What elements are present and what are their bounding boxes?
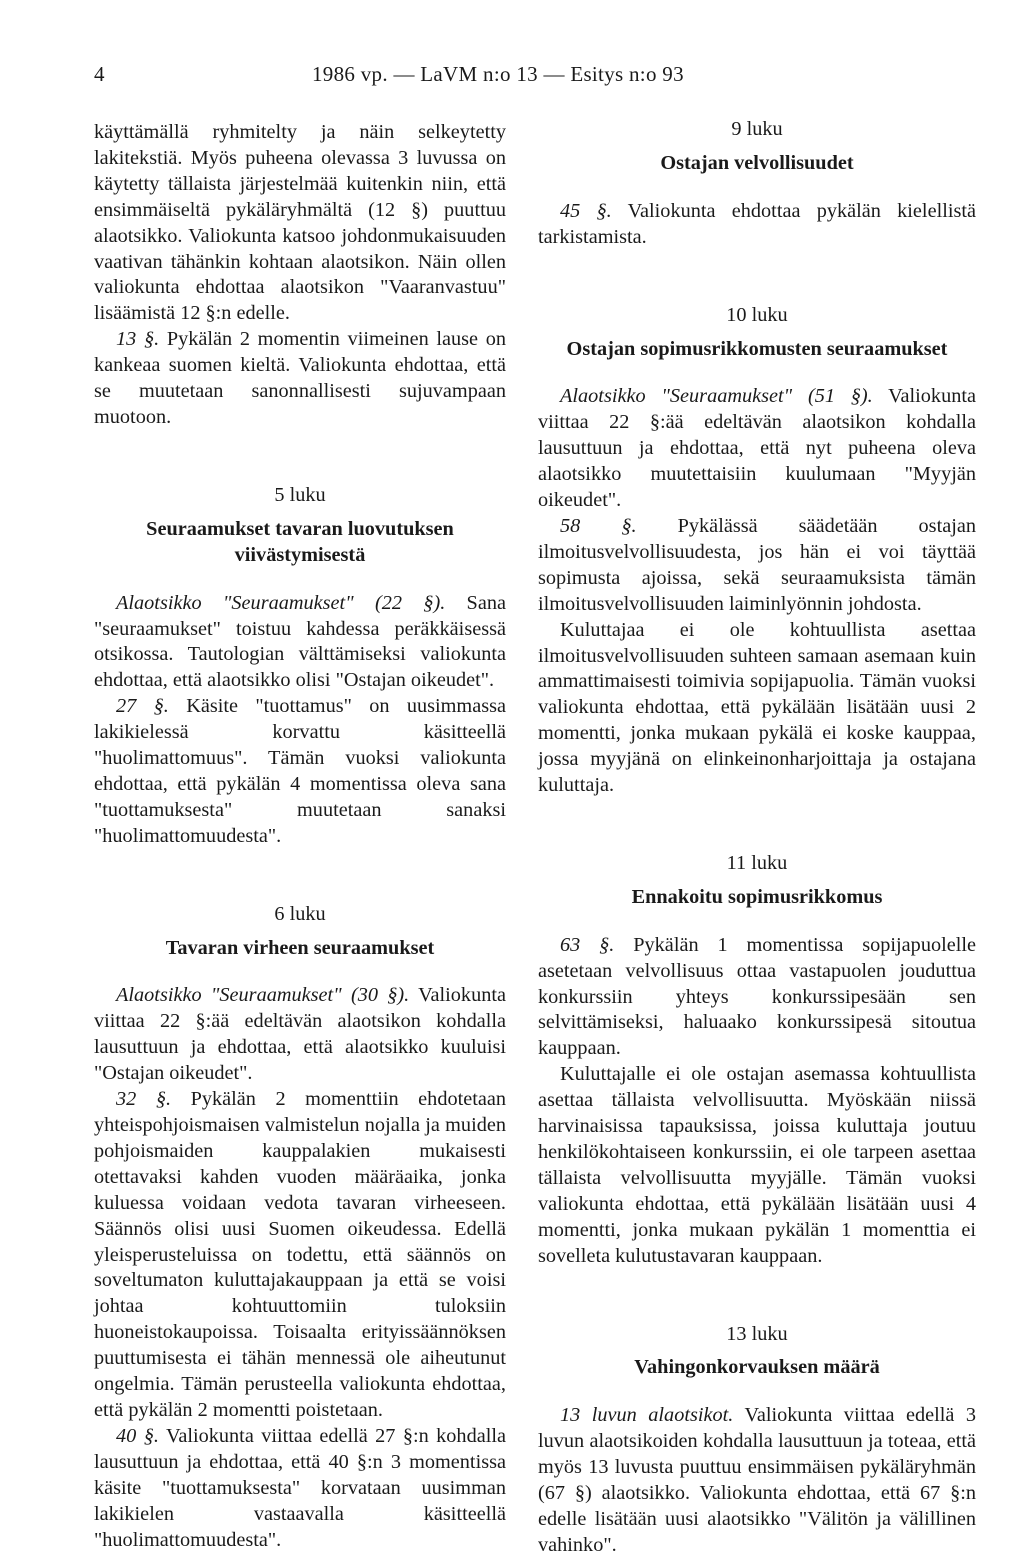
chapter-title: Vahingonkorvauksen määrä [634,1356,880,1379]
section-ref: 13 luvun alaotsikot. [560,1404,734,1427]
section-ref: 13 §. [116,328,160,351]
spacer [94,850,506,902]
chapter-title: Ostajan velvollisuudet [660,151,854,174]
paragraph-text: Pykälän 2 momenttiin ehdotetaan yhteispohjoismaisen valmistelun nojalla ja muiden pohjoismaiden kauppalakien mukaisesti otettavaksi kahden vuoden määräaika, jonka kuluessa voidaan vedota tavaran virheeseen. Säännös olisi uusi Suomen oikeudessa. Edellä yleisperusteluissa on todettu, että säännös on soveltumaton kuluttajakauppaan ja että se voisi johtaa kohtuuttomiin tuloksiin huoneistokaupoissa. Toisaalta erityissäännöksen puuttumisesta ei tähän mennessä ole aiheutunut ongelmia. Tämän perusteella valiokunta ehdottaa, että pykälän 2 momentti poistetaan. [94,1088,507,1421]
left-column [94,120,506,1553]
paragraph [94,1424,506,1554]
paragraph [94,983,506,1087]
paragraph-text: Sana "seuraamukset" toistuu kahdessa peräkkäisessä otsikossa. Tautologian välttämiseksi valiokunta ehdottaa, että alaotsikko olisi "Ostajan oikeudet". [94,591,506,692]
section-ref: Alaotsikko "Seuraamukset" (30 §). [116,984,410,1007]
paragraph-text: Pykälän 2 momentin viimeinen lause on kankeaa suomen kieltä. Valiokunta ehdottaa, että se muutetaan sanonnallisesti sujuvampaan muotoon. [94,328,507,428]
spacer [538,799,976,851]
paragraph [538,199,976,251]
paragraph [94,1087,506,1424]
spacer [94,431,506,483]
spacer [538,1270,976,1322]
chapter-number: 5 luku [274,483,326,506]
paragraph-text: Valiokunta viittaa edellä 3 luvun alaotsikoiden kohdalla lausuttuun ja toteaa, että myös 13 luvusta puuttuu ensimmäisen pykäläryhmän (67 §) alaotsikko. Valiokunta ehdottaa, että 67 §:n edelle lisätään uusi alaotsikko "Välitön ja välillinen vahinko". [538,1404,976,1556]
paragraph-text: Valiokunta viittaa 22 §:ää edeltävän alaotsikon kohdalla lausuttuun ja ehdottaa, että alaotsikko kuuluisi "Ostajan oikeudet". [94,984,506,1085]
paragraph [538,384,976,514]
page-header [94,62,976,92]
paragraph: Kuluttajaa ei ole kohtuullista asettaa ilmoitusvelvollisuuden suhteen samaan asemaan kuin ammattimaisesti toimivia sopijapuolia. Tämän vuoksi valiokunta ehdottaa, että pykälään lisätään uusi 2 momentti, jonka mukaan pykälä ei koske kauppaa, jossa myyjänä on elinkeinonharjoittaja ja ostajana kuluttaja. [538,618,976,797]
spacer [538,362,976,384]
chapter-title: Seuraamukset tavaran luovutuksen viivästymisestä [146,517,454,566]
paragraph [538,514,976,618]
right-column [538,117,976,1559]
chapter-number: 9 luku [731,118,783,140]
chapter-title: Tavaran virheen seuraamukset [165,936,435,959]
paragraph [94,591,506,695]
chapter-number: 10 luku [726,303,788,326]
paragraph [94,694,506,849]
paragraph-text: Valiokunta ehdottaa pykälän kielellistä tarkistamista. [538,199,976,248]
paragraph [94,327,506,431]
chapter-heading [94,902,506,962]
paragraph: käyttämällä ryhmitelty ja näin selkeytetty lakitekstiä. Myös puheena olevassa 3 luvussa on käytetty tällaista järjestelmää kuitenkin niin, että ensimmäiseltä pykäläryhmältä (12 §) puuttuu alaotsikko. Valiokunta katsoo johdonmukaisuuden vaativan tähänkin kohtaan alaotsikon. Näin ollen valiokunta ehdottaa alaotsikon "Vaaranvastuu" lisäämistä 12 §:n edelle. [94,121,506,325]
spacer [538,251,976,303]
spacer [538,1381,976,1403]
running-title: 1986 vp. — LaVM n:o 13 — Esitys n:o 93 [312,62,684,86]
chapter-heading [538,1322,976,1382]
spacer [94,961,506,983]
section-ref: 40 §. [116,1424,159,1447]
paragraph-text: Pykälän 1 momentissa sopijapuolelle asetetaan velvollisuus ottaa vastapuolen jouduttua konkurssiin yhteys konkurssipesään sen selvittämiseksi, haluaako konkurssipesä sitoutua kauppaan. [538,933,977,1060]
chapter-heading [538,117,976,177]
paragraph-text: Valiokunta viittaa 22 §:ää edeltävän alaotsikon kohdalla lausuttuun ja ehdottaa, että nyt puheena oleva alaotsikko muutettaisiin kuulumaan "Myyjän oikeudet". [538,385,976,512]
chapter-heading [538,851,976,911]
chapter-number: 11 luku [726,851,788,874]
paragraph [538,933,976,1063]
section-ref: 58 §. [560,514,637,537]
section-ref: Alaotsikko "Seuraamukset" (22 §). [116,591,446,614]
section-ref: 63 §. [560,933,615,956]
chapter-heading [538,303,976,363]
paragraph-text: Käsite "tuottamus" on uusimmassa lakikielessä korvattu käsitteellä "huolimattomuus". Tämän vuoksi valiokunta ehdottaa, että pykälän 4 momentissa oleva sana "tuottamuksesta" muutetaan sanaksi "huolimattomuudesta". [94,695,507,847]
chapter-number: 13 luku [726,1322,788,1345]
spacer [94,569,506,591]
section-ref: 45 §. [560,199,612,222]
spacer [538,177,976,199]
paragraph: Kuluttajalle ei ole ostajan asemassa kohtuullista asettaa tällaista velvollisuutta. Myöskään niissä harvinaisissa tapauksissa, joissa kuluttaja joutuu henkilökohtaiseen konkurssiin, ei ole tarpeen asettaa tällaista velvollisuutta myyjälle. Tämän vuoksi valiokunta ehdottaa, että pykälään lisätään uusi 4 momentti, jonka mukaan pykälän 1 momenttia ei sovelleta kulutustavaran kauppaan. [538,1063,976,1267]
chapter-heading [94,483,506,569]
page-number: 4 [94,62,105,86]
paragraph-text: Valiokunta viittaa edellä 27 §:n kohdalla lausuttuun ja ehdottaa, että 40 §:n 3 momentissa käsite "tuottamuksesta" korvataan uusimman lakikielen vastaavalla käsitteellä "huolimattomuudesta". [94,1424,506,1551]
paragraph-text: Pykälässä säädetään ostajan ilmoitusvelvollisuudesta, jos hän ei voi täyttää sopimusta ajoissa, sekä seuraamuksista tämän ilmoitusvelvollisuuden laiminlyönnin johdosta. [538,514,976,615]
spacer [538,911,976,933]
paragraph [538,1403,976,1558]
chapter-title: Ennakoitu sopimusrikkomus [631,885,883,908]
section-ref: 32 §. [116,1088,172,1111]
chapter-title: Ostajan sopimusrikkomusten seuraamukset [566,337,948,360]
chapter-number: 6 luku [274,902,326,925]
section-ref: 27 §. [116,695,169,718]
section-ref: Alaotsikko "Seuraamukset" (51 §). [560,385,873,408]
